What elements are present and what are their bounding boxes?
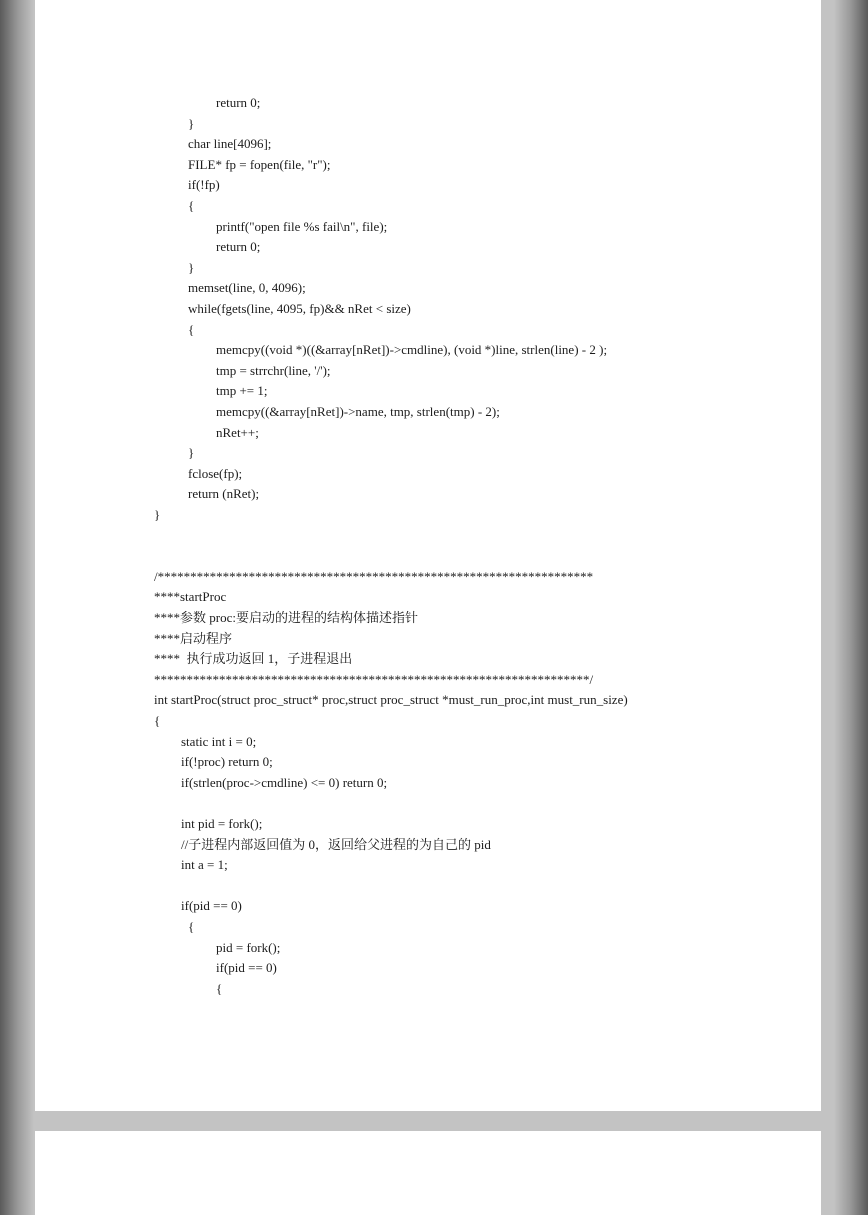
- code-line: printf("open file %s fail\n", file);: [216, 218, 388, 234]
- code-line: }: [188, 115, 195, 131]
- code-line: if(!fp): [188, 177, 220, 193]
- document-page: [35, 0, 821, 1111]
- code-line: return 0;: [216, 95, 261, 110]
- code-line: //子进程内部返回值为 0，返回给父进程的为自己的 pid: [181, 836, 491, 852]
- code-line: if(pid == 0): [216, 960, 277, 976]
- code-line: int pid = fork();: [181, 816, 263, 831]
- code-line: tmp += 1;: [216, 383, 268, 399]
- code-line: pid = fork();: [216, 939, 281, 955]
- code-line: ****启动程序: [154, 630, 233, 646]
- code-line: nRet++;: [216, 424, 259, 440]
- code-line: *******************************************************************/: [154, 671, 594, 687]
- code-line: **** 执行成功返回 1，子进程退出: [154, 651, 353, 667]
- code-line: {: [154, 713, 161, 728]
- code-line: {: [188, 919, 195, 934]
- code-line: int a = 1;: [181, 857, 228, 873]
- code-line: ****startProc: [154, 589, 227, 605]
- next-document-page: [35, 1131, 821, 1215]
- code-line: }: [154, 507, 161, 522]
- code-line: }: [188, 259, 195, 275]
- code-line: tmp = strrchr(line, '/');: [216, 362, 331, 378]
- code-line: /*******************************************************************: [154, 568, 594, 584]
- code-line: return 0;: [216, 239, 261, 255]
- code-line: }: [188, 445, 195, 461]
- code-line: FILE* fp = fopen(file, "r");: [188, 156, 331, 172]
- code-line: memcpy((&array[nRet])->name, tmp, strlen(tmp) - 2);: [216, 404, 500, 419]
- code-line: if(strlen(proc->cmdline) <= 0) return 0;: [181, 774, 388, 790]
- code-line: return (nRet);: [188, 486, 260, 502]
- code-line: while(fgets(line, 4095, fp)&& nRet < size): [188, 301, 411, 316]
- code-line: {: [216, 980, 223, 996]
- code-line: ****参数 proc:要启动的进程的结构体描述指针: [154, 610, 418, 625]
- code-line: {: [188, 198, 195, 213]
- code-line: if(pid == 0): [181, 898, 242, 914]
- code-line: if(!proc) return 0;: [181, 754, 273, 770]
- code-line: {: [188, 321, 195, 337]
- code-line: memcpy((void *)((&array[nRet])->cmdline), (void *)line, strlen(line) - 2 );: [216, 342, 608, 358]
- code-line: fclose(fp);: [188, 465, 243, 481]
- code-line: char line[4096];: [188, 136, 272, 152]
- code-line: memset(line, 0, 4096);: [188, 280, 306, 296]
- code-line: static int i = 0;: [181, 733, 257, 749]
- code-line: int startProc(struct proc_struct* proc,struct proc_struct *must_run_proc,int must_run_size): [154, 692, 628, 708]
